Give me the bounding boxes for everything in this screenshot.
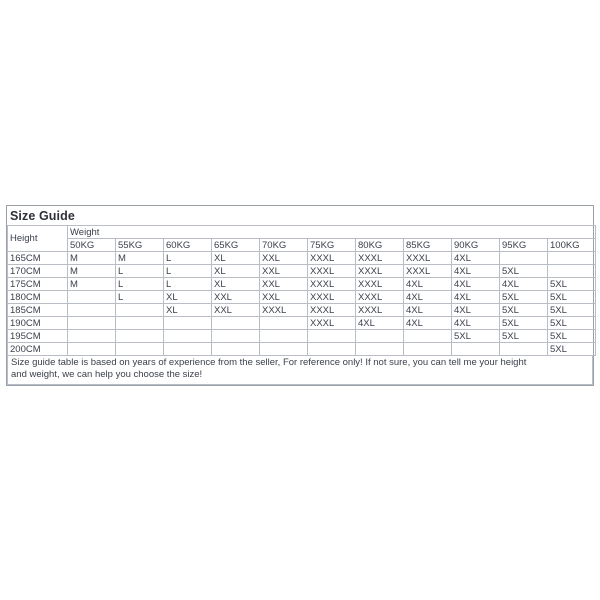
- size-cell: [260, 343, 308, 356]
- header-height-corner: Height: [8, 226, 68, 252]
- header-weight-group: Weight: [68, 226, 596, 239]
- size-guide-table-body: [8, 226, 596, 356]
- size-cell: 5XL: [548, 343, 596, 356]
- size-cell: XXL: [212, 304, 260, 317]
- size-cell: [68, 317, 116, 330]
- size-cell: XXXL: [308, 278, 356, 291]
- size-cell: [68, 304, 116, 317]
- header-weight-55kg: 55KG: [116, 239, 164, 252]
- size-cell: 4XL: [404, 317, 452, 330]
- size-cell: [212, 330, 260, 343]
- table-header-group-row: [8, 226, 596, 239]
- size-cell: XXXL: [404, 252, 452, 265]
- size-cell: 4XL: [356, 317, 404, 330]
- size-cell: L: [164, 278, 212, 291]
- row-height-label: 180CM: [8, 291, 68, 304]
- size-cell: [68, 291, 116, 304]
- table-row: [8, 278, 596, 291]
- size-cell: XXL: [260, 265, 308, 278]
- size-cell: XXXL: [404, 265, 452, 278]
- size-guide-title: Size Guide: [10, 209, 75, 223]
- size-cell: M: [68, 265, 116, 278]
- size-cell: L: [116, 265, 164, 278]
- size-cell: [164, 317, 212, 330]
- size-cell: 5XL: [548, 317, 596, 330]
- size-cell: 4XL: [452, 317, 500, 330]
- size-cell: L: [116, 278, 164, 291]
- header-weight-95kg: 95KG: [500, 239, 548, 252]
- row-height-label: 185CM: [8, 304, 68, 317]
- size-cell: 5XL: [548, 304, 596, 317]
- size-cell: XXXL: [356, 278, 404, 291]
- size-cell: 5XL: [500, 291, 548, 304]
- size-cell: XL: [212, 265, 260, 278]
- size-guide-note: [7, 356, 593, 385]
- size-cell: XXL: [212, 291, 260, 304]
- size-cell: XL: [164, 304, 212, 317]
- size-cell: M: [116, 252, 164, 265]
- size-cell: XL: [164, 291, 212, 304]
- size-cell: XL: [212, 252, 260, 265]
- size-cell: [500, 252, 548, 265]
- size-cell: XXL: [260, 278, 308, 291]
- size-cell: L: [116, 291, 164, 304]
- size-cell: [116, 317, 164, 330]
- header-weight-100kg: 100KG: [548, 239, 596, 252]
- size-cell: 4XL: [452, 291, 500, 304]
- table-row: [8, 265, 596, 278]
- row-height-label: 200CM: [8, 343, 68, 356]
- size-cell: [356, 330, 404, 343]
- size-cell: [260, 330, 308, 343]
- size-cell: XXXL: [356, 252, 404, 265]
- size-guide-table: [7, 225, 596, 356]
- size-cell: 4XL: [404, 304, 452, 317]
- row-height-label: 190CM: [8, 317, 68, 330]
- size-cell: L: [164, 265, 212, 278]
- size-cell: XXXL: [260, 304, 308, 317]
- size-cell: [212, 317, 260, 330]
- table-row: [8, 317, 596, 330]
- size-cell: XL: [212, 278, 260, 291]
- row-height-label: 175CM: [8, 278, 68, 291]
- header-weight-90kg: 90KG: [452, 239, 500, 252]
- size-cell: 4XL: [452, 278, 500, 291]
- size-cell: [212, 343, 260, 356]
- size-cell: [500, 343, 548, 356]
- table-row: [8, 343, 596, 356]
- size-cell: 5XL: [500, 304, 548, 317]
- size-cell: [116, 304, 164, 317]
- table-header-weights-row: [8, 239, 596, 252]
- size-cell: XXXL: [308, 265, 356, 278]
- size-cell: 4XL: [404, 291, 452, 304]
- size-cell: 5XL: [500, 330, 548, 343]
- size-cell: 4XL: [452, 265, 500, 278]
- size-cell: 4XL: [404, 278, 452, 291]
- size-cell: [452, 343, 500, 356]
- size-cell: M: [68, 252, 116, 265]
- size-cell: [356, 343, 404, 356]
- size-cell: [164, 343, 212, 356]
- size-cell: [548, 252, 596, 265]
- size-cell: [308, 343, 356, 356]
- size-guide-note-line-1: Size guide table is based on years of experience from the seller, For reference only! If not sure, you can tell me your height: [11, 357, 527, 368]
- header-weight-50kg: 50KG: [68, 239, 116, 252]
- size-cell: [68, 343, 116, 356]
- size-cell: [68, 330, 116, 343]
- size-cell: [116, 330, 164, 343]
- size-cell: [308, 330, 356, 343]
- size-cell: 4XL: [452, 304, 500, 317]
- size-cell: 4XL: [500, 278, 548, 291]
- size-cell: XXXL: [308, 317, 356, 330]
- header-weight-80kg: 80KG: [356, 239, 404, 252]
- header-weight-75kg: 75KG: [308, 239, 356, 252]
- size-cell: XXL: [260, 252, 308, 265]
- size-cell: 5XL: [548, 278, 596, 291]
- size-cell: [260, 317, 308, 330]
- size-cell: [116, 343, 164, 356]
- size-cell: XXXL: [308, 252, 356, 265]
- size-guide-card: [6, 205, 594, 386]
- size-cell: XXXL: [356, 265, 404, 278]
- row-height-label: 170CM: [8, 265, 68, 278]
- size-cell: XXXL: [356, 304, 404, 317]
- table-row: [8, 304, 596, 317]
- table-row: [8, 252, 596, 265]
- size-cell: 5XL: [452, 330, 500, 343]
- header-weight-60kg: 60KG: [164, 239, 212, 252]
- header-weight-85kg: 85KG: [404, 239, 452, 252]
- size-cell: 4XL: [452, 252, 500, 265]
- size-cell: [404, 330, 452, 343]
- size-cell: [404, 343, 452, 356]
- row-height-label: 165CM: [8, 252, 68, 265]
- size-cell: XXXL: [356, 291, 404, 304]
- row-height-label: 195CM: [8, 330, 68, 343]
- header-weight-65kg: 65KG: [212, 239, 260, 252]
- size-cell: L: [164, 252, 212, 265]
- size-cell: 5XL: [548, 291, 596, 304]
- size-guide-note-line-2: and weight, we can help you choose the size!: [11, 369, 203, 380]
- table-row: [8, 291, 596, 304]
- table-row: [8, 330, 596, 343]
- size-cell: 5XL: [500, 317, 548, 330]
- size-cell: XXXL: [308, 291, 356, 304]
- size-cell: [548, 265, 596, 278]
- size-cell: [164, 330, 212, 343]
- size-cell: XXXL: [308, 304, 356, 317]
- size-cell: XXL: [260, 291, 308, 304]
- size-cell: M: [68, 278, 116, 291]
- size-cell: 5XL: [548, 330, 596, 343]
- header-weight-70kg: 70KG: [260, 239, 308, 252]
- size-cell: 5XL: [500, 265, 548, 278]
